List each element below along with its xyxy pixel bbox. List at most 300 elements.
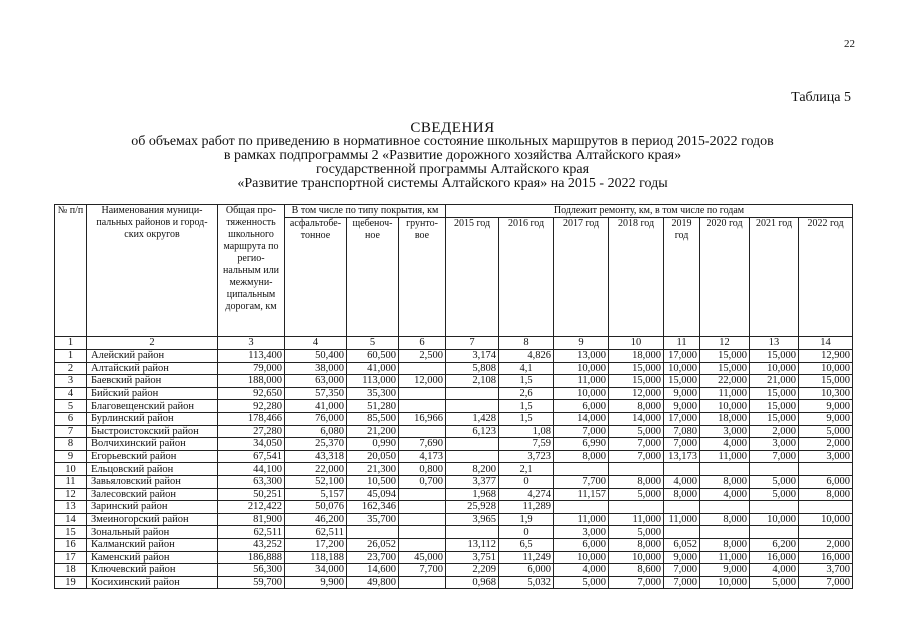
table-cell: 8,000 bbox=[609, 475, 664, 488]
table-cell: 76,000 bbox=[285, 412, 347, 425]
table-cell: 1,968 bbox=[446, 488, 499, 501]
table-cell: 113,400 bbox=[218, 350, 285, 363]
column-number: 9 bbox=[554, 337, 609, 350]
header-total-length: Общая про-тяженность школьного маршрута по регио-нальным или межмуни-ципальным дорогам, км bbox=[218, 205, 285, 337]
table-cell: 15,000 bbox=[750, 350, 799, 363]
district-name: Ельцовский район bbox=[87, 463, 218, 476]
table-cell: 4,000 bbox=[750, 564, 799, 577]
district-name: Баевский район bbox=[87, 375, 218, 388]
table-cell: 8,000 bbox=[554, 450, 609, 463]
table-cell: 8,000 bbox=[700, 513, 750, 526]
table-cell: 10,000 bbox=[750, 513, 799, 526]
table-cell: 6,990 bbox=[554, 438, 609, 451]
table-cell bbox=[554, 463, 609, 476]
row-number: 14 bbox=[55, 513, 87, 526]
table-cell bbox=[799, 463, 853, 476]
table-cell: 0 bbox=[499, 475, 554, 488]
column-number: 10 bbox=[609, 337, 664, 350]
table-cell: 41,000 bbox=[285, 400, 347, 413]
table-cell: 5,808 bbox=[446, 362, 499, 375]
district-name: Егорьевский район bbox=[87, 450, 218, 463]
column-number: 1 bbox=[55, 337, 87, 350]
table-cell: 26,052 bbox=[347, 538, 399, 551]
table-cell: 7,700 bbox=[554, 475, 609, 488]
table-cell: 11,000 bbox=[700, 450, 750, 463]
table-cell: 10,000 bbox=[554, 387, 609, 400]
table-cell: 0 bbox=[499, 526, 554, 539]
table-cell: 10,000 bbox=[799, 362, 853, 375]
table-cell bbox=[399, 526, 446, 539]
table-cell: 1,9 bbox=[499, 513, 554, 526]
table-cell: 6,080 bbox=[285, 425, 347, 438]
table-cell: 11,289 bbox=[499, 501, 554, 514]
table-cell: 3,000 bbox=[750, 438, 799, 451]
table-cell: 6,123 bbox=[446, 425, 499, 438]
table-cell: 9,000 bbox=[664, 400, 700, 413]
table-cell: 5,000 bbox=[750, 576, 799, 589]
page-number: 22 bbox=[844, 38, 855, 50]
table-cell: 11,000 bbox=[700, 551, 750, 564]
table-cell: 11,157 bbox=[554, 488, 609, 501]
table-row bbox=[55, 438, 853, 451]
table-cell: 25,370 bbox=[285, 438, 347, 451]
table-cell bbox=[399, 362, 446, 375]
table-cell bbox=[799, 526, 853, 539]
table-cell: 7,000 bbox=[799, 576, 853, 589]
table-cell bbox=[700, 501, 750, 514]
row-number: 2 bbox=[55, 362, 87, 375]
column-number: 12 bbox=[700, 337, 750, 350]
header-year: 2019 год bbox=[664, 218, 700, 337]
row-number: 9 bbox=[55, 450, 87, 463]
table-cell bbox=[399, 400, 446, 413]
table-cell: 79,000 bbox=[218, 362, 285, 375]
table-cell: 7,700 bbox=[399, 564, 446, 577]
column-number: 4 bbox=[285, 337, 347, 350]
table-cell: 10,000 bbox=[554, 551, 609, 564]
table-cell: 22,000 bbox=[285, 463, 347, 476]
table-cell: 15,000 bbox=[750, 387, 799, 400]
district-name: Бийский район bbox=[87, 387, 218, 400]
table-cell bbox=[446, 438, 499, 451]
table-cell: 10,000 bbox=[750, 362, 799, 375]
table-cell: 44,100 bbox=[218, 463, 285, 476]
table-cell: 35,700 bbox=[347, 513, 399, 526]
table-cell: 7,000 bbox=[609, 450, 664, 463]
table-cell: 12,000 bbox=[399, 375, 446, 388]
row-number: 12 bbox=[55, 488, 87, 501]
column-number: 8 bbox=[499, 337, 554, 350]
header-name: Наименования муници-пальных районов и город-ских округов bbox=[87, 205, 218, 337]
table-cell: 7,000 bbox=[664, 576, 700, 589]
heading-title: СВЕДЕНИЯ bbox=[410, 120, 495, 136]
table-cell: 6,200 bbox=[750, 538, 799, 551]
table-cell: 3,377 bbox=[446, 475, 499, 488]
row-number: 17 bbox=[55, 551, 87, 564]
table-cell: 7,690 bbox=[399, 438, 446, 451]
table-cell: 56,300 bbox=[218, 564, 285, 577]
table-cell: 17,000 bbox=[664, 412, 700, 425]
table-cell: 23,700 bbox=[347, 551, 399, 564]
table-cell: 16,000 bbox=[799, 551, 853, 564]
table-cell: 22,000 bbox=[700, 375, 750, 388]
table-cell: 10,000 bbox=[664, 362, 700, 375]
table-cell bbox=[399, 513, 446, 526]
table-cell: 13,000 bbox=[554, 350, 609, 363]
table-cell: 51,280 bbox=[347, 400, 399, 413]
table-cell: 34,050 bbox=[218, 438, 285, 451]
district-name: Косихинский район bbox=[87, 576, 218, 589]
table-cell: 4,173 bbox=[399, 450, 446, 463]
table-cell: 38,000 bbox=[285, 362, 347, 375]
table-cell bbox=[799, 501, 853, 514]
district-name: Залесовский район bbox=[87, 488, 218, 501]
table-cell: 9,000 bbox=[664, 387, 700, 400]
table-cell: 14,000 bbox=[554, 412, 609, 425]
column-number: 7 bbox=[446, 337, 499, 350]
table-cell: 1,5 bbox=[499, 375, 554, 388]
table-cell: 15,000 bbox=[750, 400, 799, 413]
district-name: Змеиногорский район bbox=[87, 513, 218, 526]
table-cell: 3,000 bbox=[799, 450, 853, 463]
table-cell: 9,000 bbox=[664, 551, 700, 564]
table-cell: 7,000 bbox=[664, 564, 700, 577]
table-cell: 63,000 bbox=[285, 375, 347, 388]
document-heading bbox=[0, 121, 905, 191]
table-cell: 15,000 bbox=[750, 412, 799, 425]
table-cell: 10,000 bbox=[609, 551, 664, 564]
table-cell: 62,511 bbox=[285, 526, 347, 539]
column-number: 6 bbox=[399, 337, 446, 350]
table-cell: 50,400 bbox=[285, 350, 347, 363]
table-cell bbox=[700, 463, 750, 476]
table-cell: 21,200 bbox=[347, 425, 399, 438]
table-cell: 10,000 bbox=[554, 362, 609, 375]
table-cell bbox=[399, 425, 446, 438]
table-cell: 18,000 bbox=[609, 350, 664, 363]
table-cell: 5,000 bbox=[750, 488, 799, 501]
table-cell: 6,000 bbox=[554, 400, 609, 413]
table-row bbox=[55, 463, 853, 476]
table-body bbox=[55, 350, 853, 589]
district-name: Быстроистокский район bbox=[87, 425, 218, 438]
table-cell: 15,000 bbox=[700, 362, 750, 375]
table-cell: 0,990 bbox=[347, 438, 399, 451]
table-cell: 5,157 bbox=[285, 488, 347, 501]
table-cell: 0,800 bbox=[399, 463, 446, 476]
table-cell: 15,000 bbox=[700, 350, 750, 363]
header-year: 2022 год bbox=[799, 218, 853, 337]
table-cell: 21,300 bbox=[347, 463, 399, 476]
table-cell: 6,052 bbox=[664, 538, 700, 551]
table-cell: 1,428 bbox=[446, 412, 499, 425]
column-number-row bbox=[55, 337, 853, 350]
table-cell: 5,000 bbox=[609, 488, 664, 501]
table-cell: 4,274 bbox=[499, 488, 554, 501]
table-cell: 1,08 bbox=[499, 425, 554, 438]
table-cell: 5,032 bbox=[499, 576, 554, 589]
table-cell: 7,080 bbox=[664, 425, 700, 438]
district-name: Калманский район bbox=[87, 538, 218, 551]
table-cell bbox=[750, 501, 799, 514]
table-cell bbox=[750, 463, 799, 476]
table-cell: 18,000 bbox=[700, 412, 750, 425]
table-cell: 4,000 bbox=[700, 488, 750, 501]
table-cell bbox=[347, 526, 399, 539]
table-cell: 81,900 bbox=[218, 513, 285, 526]
table-cell bbox=[446, 387, 499, 400]
table-cell: 3,000 bbox=[700, 425, 750, 438]
header-year: 2016 год bbox=[499, 218, 554, 337]
table-cell bbox=[399, 488, 446, 501]
table-cell: 34,000 bbox=[285, 564, 347, 577]
column-number: 5 bbox=[347, 337, 399, 350]
table-cell: 20,050 bbox=[347, 450, 399, 463]
table-row bbox=[55, 538, 853, 551]
table-cell: 4,000 bbox=[664, 475, 700, 488]
table-cell: 5,000 bbox=[609, 425, 664, 438]
table-cell: 6,000 bbox=[799, 475, 853, 488]
table-cell: 7,000 bbox=[609, 576, 664, 589]
district-name: Зональный район bbox=[87, 526, 218, 539]
row-number: 4 bbox=[55, 387, 87, 400]
table-cell: 52,100 bbox=[285, 475, 347, 488]
table-cell: 27,280 bbox=[218, 425, 285, 438]
table-cell: 188,000 bbox=[218, 375, 285, 388]
table-cell bbox=[399, 501, 446, 514]
table-cell bbox=[554, 501, 609, 514]
table-cell: 43,252 bbox=[218, 538, 285, 551]
header-num: № п/п bbox=[55, 205, 87, 337]
table-cell: 1,5 bbox=[499, 412, 554, 425]
school-routes-table bbox=[54, 204, 853, 589]
table-cell bbox=[446, 526, 499, 539]
table-cell: 10,500 bbox=[347, 475, 399, 488]
table-cell: 92,650 bbox=[218, 387, 285, 400]
table-cell: 15,000 bbox=[609, 362, 664, 375]
table-cell: 85,500 bbox=[347, 412, 399, 425]
table-row bbox=[55, 425, 853, 438]
header-year: 2017 год bbox=[554, 218, 609, 337]
row-number: 10 bbox=[55, 463, 87, 476]
table-cell: 10,000 bbox=[799, 513, 853, 526]
table-cell: 4,000 bbox=[554, 564, 609, 577]
heading-line: государственной программы Алтайского края bbox=[315, 162, 590, 177]
table-cell: 3,723 bbox=[499, 450, 554, 463]
table-cell: 46,200 bbox=[285, 513, 347, 526]
table-row bbox=[55, 475, 853, 488]
table-cell: 12,000 bbox=[609, 387, 664, 400]
table-cell: 113,000 bbox=[347, 375, 399, 388]
row-number: 16 bbox=[55, 538, 87, 551]
table-cell: 7,000 bbox=[609, 438, 664, 451]
table-cell: 5,000 bbox=[609, 526, 664, 539]
row-number: 1 bbox=[55, 350, 87, 363]
table-cell bbox=[446, 400, 499, 413]
row-number: 5 bbox=[55, 400, 87, 413]
table-cell: 3,174 bbox=[446, 350, 499, 363]
table-cell bbox=[609, 463, 664, 476]
table-cell bbox=[664, 501, 700, 514]
district-name: Волчихинский район bbox=[87, 438, 218, 451]
table-cell: 50,251 bbox=[218, 488, 285, 501]
table-cell: 4,1 bbox=[499, 362, 554, 375]
table-cell: 25,928 bbox=[446, 501, 499, 514]
table-cell: 45,000 bbox=[399, 551, 446, 564]
table-cell: 2,000 bbox=[799, 538, 853, 551]
table-cell: 13,173 bbox=[664, 450, 700, 463]
table-cell bbox=[700, 526, 750, 539]
table-cell: 8,000 bbox=[609, 538, 664, 551]
table-cell: 6,000 bbox=[499, 564, 554, 577]
table-cell: 60,500 bbox=[347, 350, 399, 363]
table-cell: 1,5 bbox=[499, 400, 554, 413]
table-cell: 9,900 bbox=[285, 576, 347, 589]
table-cell: 2,209 bbox=[446, 564, 499, 577]
table-cell: 9,000 bbox=[700, 564, 750, 577]
table-cell: 8,000 bbox=[700, 538, 750, 551]
table-cell: 7,000 bbox=[664, 438, 700, 451]
table-cell: 17,200 bbox=[285, 538, 347, 551]
table-cell bbox=[664, 526, 700, 539]
table-cell: 11,249 bbox=[499, 551, 554, 564]
table-row bbox=[55, 551, 853, 564]
table-cell: 43,318 bbox=[285, 450, 347, 463]
table-row bbox=[55, 564, 853, 577]
table-cell bbox=[399, 538, 446, 551]
table-cell: 4,826 bbox=[499, 350, 554, 363]
table-cell: 15,000 bbox=[799, 375, 853, 388]
district-name: Завьяловский район bbox=[87, 475, 218, 488]
header-asphalt: асфальтобе-тонное bbox=[285, 218, 347, 337]
table-cell: 2,500 bbox=[399, 350, 446, 363]
table-cell: 11,000 bbox=[664, 513, 700, 526]
table-cell: 49,800 bbox=[347, 576, 399, 589]
table-cell: 2,6 bbox=[499, 387, 554, 400]
table-cell: 7,59 bbox=[499, 438, 554, 451]
table-cell: 4,000 bbox=[700, 438, 750, 451]
table-cell: 8,000 bbox=[609, 400, 664, 413]
row-number: 7 bbox=[55, 425, 87, 438]
header-coverage-group: В том числе по типу покрытия, км bbox=[285, 205, 446, 218]
district-name: Бурлинский район bbox=[87, 412, 218, 425]
table-cell: 67,541 bbox=[218, 450, 285, 463]
table-cell: 2,000 bbox=[750, 425, 799, 438]
table-cell: 186,888 bbox=[218, 551, 285, 564]
table-cell: 8,000 bbox=[799, 488, 853, 501]
table-cell: 3,000 bbox=[554, 526, 609, 539]
row-number: 6 bbox=[55, 412, 87, 425]
district-name: Алейский район bbox=[87, 350, 218, 363]
table-row bbox=[55, 576, 853, 589]
table-row bbox=[55, 362, 853, 375]
table-row bbox=[55, 412, 853, 425]
table-cell: 3,700 bbox=[799, 564, 853, 577]
heading-line: об объемах работ по приведению в нормативное состояние школьных маршрутов в период 2015-2022 годов bbox=[131, 134, 774, 149]
table-row bbox=[55, 450, 853, 463]
table-cell: 63,300 bbox=[218, 475, 285, 488]
table-row bbox=[55, 387, 853, 400]
table-cell: 2,108 bbox=[446, 375, 499, 388]
row-number: 3 bbox=[55, 375, 87, 388]
row-number: 15 bbox=[55, 526, 87, 539]
table-cell: 0,700 bbox=[399, 475, 446, 488]
header-soil: грунто-вое bbox=[399, 218, 446, 337]
table-cell: 14,600 bbox=[347, 564, 399, 577]
table-cell: 16,000 bbox=[750, 551, 799, 564]
table-cell bbox=[664, 463, 700, 476]
table-cell: 178,466 bbox=[218, 412, 285, 425]
row-number: 13 bbox=[55, 501, 87, 514]
header-gravel: щебеноч-ное bbox=[347, 218, 399, 337]
table-row bbox=[55, 513, 853, 526]
table-cell: 11,000 bbox=[609, 513, 664, 526]
table-cell: 6,5 bbox=[499, 538, 554, 551]
table-cell: 15,000 bbox=[609, 375, 664, 388]
table-row bbox=[55, 350, 853, 363]
table-cell: 59,700 bbox=[218, 576, 285, 589]
column-number: 3 bbox=[218, 337, 285, 350]
table-cell: 8,600 bbox=[609, 564, 664, 577]
column-number: 13 bbox=[750, 337, 799, 350]
column-number: 14 bbox=[799, 337, 853, 350]
row-number: 11 bbox=[55, 475, 87, 488]
table-cell: 16,966 bbox=[399, 412, 446, 425]
table-cell: 118,188 bbox=[285, 551, 347, 564]
table-cell: 3,751 bbox=[446, 551, 499, 564]
table-cell: 7,000 bbox=[554, 425, 609, 438]
table-cell: 212,422 bbox=[218, 501, 285, 514]
table-cell bbox=[446, 450, 499, 463]
district-name: Алтайский район bbox=[87, 362, 218, 375]
table-cell: 10,300 bbox=[799, 387, 853, 400]
table-cell: 2,1 bbox=[499, 463, 554, 476]
table-cell: 11,000 bbox=[700, 387, 750, 400]
table-cell: 7,000 bbox=[750, 450, 799, 463]
header-repair-group: Подлежит ремонту, км, в том числе по годам bbox=[446, 205, 853, 218]
table-cell: 6,000 bbox=[554, 538, 609, 551]
table-cell: 13,112 bbox=[446, 538, 499, 551]
table-cell bbox=[399, 576, 446, 589]
table-cell bbox=[609, 501, 664, 514]
table-cell: 3,965 bbox=[446, 513, 499, 526]
table-row bbox=[55, 375, 853, 388]
table-cell: 10,000 bbox=[700, 400, 750, 413]
row-number: 18 bbox=[55, 564, 87, 577]
table-row bbox=[55, 400, 853, 413]
header-year: 2015 год bbox=[446, 218, 499, 337]
heading-line: в рамках подпрограммы 2 «Развитие дорожного хозяйства Алтайского края» bbox=[223, 148, 682, 163]
table-cell: 0,968 bbox=[446, 576, 499, 589]
table-cell: 62,511 bbox=[218, 526, 285, 539]
table-cell bbox=[750, 526, 799, 539]
table-cell: 9,000 bbox=[799, 412, 853, 425]
table-cell: 12,900 bbox=[799, 350, 853, 363]
table-cell: 2,000 bbox=[799, 438, 853, 451]
table-cell: 5,000 bbox=[750, 475, 799, 488]
table-cell: 15,000 bbox=[664, 375, 700, 388]
table-row bbox=[55, 526, 853, 539]
table-cell bbox=[399, 387, 446, 400]
row-number: 19 bbox=[55, 576, 87, 589]
table-cell: 41,000 bbox=[347, 362, 399, 375]
table-cell: 21,000 bbox=[750, 375, 799, 388]
table-cell: 50,076 bbox=[285, 501, 347, 514]
table-cell: 162,346 bbox=[347, 501, 399, 514]
table-cell: 11,000 bbox=[554, 375, 609, 388]
table-cell: 45,094 bbox=[347, 488, 399, 501]
table-cell: 14,000 bbox=[609, 412, 664, 425]
